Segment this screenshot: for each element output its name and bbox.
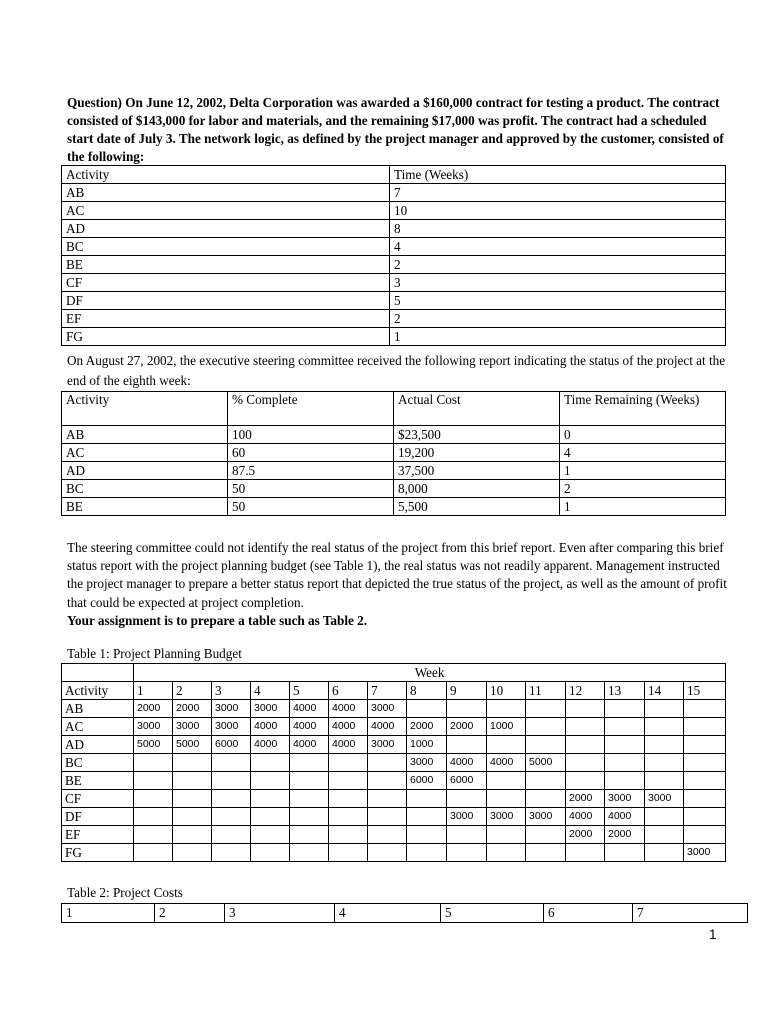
budget-value-cell [134,790,173,808]
budget-value-cell: 5000 [526,754,566,772]
budget-value-cell [645,718,684,736]
table-cell: BE [62,256,390,274]
budget-value-cell: 3000 [447,808,487,826]
table-row [62,480,726,498]
table-cell: 2 [390,256,726,274]
budget-value-cell [290,790,329,808]
table-cell: 37,500 [394,462,560,480]
table-row [62,202,726,220]
week-header-row [62,664,726,682]
budget-value-cell [329,844,368,862]
activity-cell: AC [62,718,134,736]
table-row [62,184,726,202]
week-number-cell: 3 [212,682,251,700]
table-cell: 50 [228,498,394,516]
budget-value-cell [134,754,173,772]
budget-value-cell [368,826,407,844]
table-cell: 8 [390,220,726,238]
budget-value-cell [368,808,407,826]
activity-cell: DF [62,808,134,826]
budget-value-cell [645,826,684,844]
header-cell: 6 [544,904,633,923]
budget-value-cell [251,790,290,808]
table-cell: DF [62,292,390,310]
budget-value-cell [566,718,605,736]
budget-value-cell: 4000 [329,718,368,736]
budget-value-cell [447,736,487,754]
table-cell: 50 [228,480,394,498]
week-number-cell: 5 [290,682,329,700]
budget-value-cell [487,790,526,808]
week-number-cell: 13 [605,682,645,700]
budget-value-cell [368,844,407,862]
budget-value-cell: 3000 [684,844,726,862]
budget-value-cell: 3000 [212,700,251,718]
budget-value-cell [487,772,526,790]
table-cell: AB [62,184,390,202]
budget-value-cell [212,790,251,808]
budget-value-cell [173,772,212,790]
budget-value-cell: 3000 [605,790,645,808]
budget-value-cell [487,844,526,862]
week-number-cell: 1 [134,682,173,700]
project-costs-table [61,903,748,923]
budget-value-cell [526,718,566,736]
table-cell: AD [62,462,228,480]
table-cell: 4 [390,238,726,256]
project-planning-budget-table [61,663,726,862]
table-cell: 1 [390,328,726,346]
table-cell: 2 [560,480,726,498]
budget-value-cell [605,772,645,790]
budget-value-cell [684,754,726,772]
budget-value-cell [329,772,368,790]
budget-value-cell: 4000 [329,700,368,718]
budget-value-cell [684,772,726,790]
budget-value-cell [447,844,487,862]
table-cell: 1 [560,498,726,516]
table-row [62,462,726,480]
table-row [62,736,726,754]
budget-value-cell [407,826,447,844]
budget-value-cell [290,808,329,826]
table-cell: 2 [390,310,726,328]
budget-value-cell [290,772,329,790]
budget-value-cell [526,790,566,808]
budget-value-cell [290,754,329,772]
table-cell: 0 [560,426,726,444]
budget-value-cell [407,790,447,808]
budget-value-cell [645,844,684,862]
budget-value-cell [251,844,290,862]
week-number-cell: 10 [487,682,526,700]
budget-value-cell [684,808,726,826]
table-cell: EF [62,310,390,328]
budget-value-cell [645,754,684,772]
budget-value-cell [212,844,251,862]
table-cell: 87.5 [228,462,394,480]
budget-value-cell [251,754,290,772]
budget-value-cell: 4000 [251,736,290,754]
budget-value-cell: 4000 [329,736,368,754]
budget-value-cell [684,700,726,718]
budget-value-cell [407,808,447,826]
page-number: 1 [709,927,717,942]
budget-value-cell: 3000 [251,700,290,718]
header-cell: 1 [62,904,155,923]
table-cell: 5 [390,292,726,310]
table-cell: 19,200 [394,444,560,462]
table-cell: FG [62,328,390,346]
table-row [62,292,726,310]
budget-value-cell [134,826,173,844]
table-row [62,754,726,772]
budget-value-cell [447,826,487,844]
activity-cell: AD [62,736,134,754]
table-cell: 100 [228,426,394,444]
committee-paragraph [67,539,732,630]
activity-header-cell: Activity [62,682,134,700]
week-number-cell: 2 [173,682,212,700]
budget-value-cell: 3000 [173,718,212,736]
budget-value-cell [487,826,526,844]
budget-value-cell: 4000 [447,754,487,772]
budget-value-cell [447,700,487,718]
budget-value-cell [134,772,173,790]
status-intro-text: On August 27, 2002, the executive steering committee received the following report indicating the status of the project at the end of the eighth week: [67,353,726,388]
table-row [62,718,726,736]
table-cell: CF [62,274,390,292]
budget-value-cell: 3000 [368,700,407,718]
header-cell: 4 [335,904,441,923]
table2-caption: Table 2: Project Costs [67,885,183,900]
week-number-cell: 15 [684,682,726,700]
budget-value-cell: 2000 [605,826,645,844]
budget-value-cell: 5000 [134,736,173,754]
table-row [62,700,726,718]
budget-value-cell [290,826,329,844]
budget-value-cell [368,772,407,790]
table-row [62,256,726,274]
budget-value-cell [173,790,212,808]
budget-value-cell: 3000 [407,754,447,772]
table-header-row [62,392,726,426]
budget-value-cell [526,844,566,862]
header-cell: 3 [225,904,335,923]
budget-value-cell: 2000 [566,826,605,844]
table-cell: 3 [390,274,726,292]
table-row [62,310,726,328]
budget-value-cell: 4000 [487,754,526,772]
activity-cell: CF [62,790,134,808]
budget-value-cell: 4000 [290,700,329,718]
budget-value-cell [368,754,407,772]
budget-value-cell: 2000 [407,718,447,736]
budget-value-cell [134,808,173,826]
budget-value-cell [605,754,645,772]
budget-value-cell [645,808,684,826]
empty-corner-cell [62,664,134,682]
budget-value-cell [605,736,645,754]
activity-cell: BE [62,772,134,790]
budget-value-cell: 2000 [173,700,212,718]
week-number-cell: 9 [447,682,487,700]
activity-cell: AB [62,700,134,718]
table-row [62,498,726,516]
activity-cell: FG [62,844,134,862]
budget-value-cell [605,700,645,718]
budget-value-cell: 3000 [134,718,173,736]
table-cell: BE [62,498,228,516]
header-cell: 2 [155,904,225,923]
budget-value-cell [251,772,290,790]
table-cell: AC [62,444,228,462]
budget-value-cell: 6000 [212,736,251,754]
budget-value-cell [212,754,251,772]
budget-value-cell [368,790,407,808]
budget-value-cell [566,772,605,790]
header-cell: % Complete [228,392,394,426]
activity-cell: BC [62,754,134,772]
table-row [62,274,726,292]
week-number-cell: 12 [566,682,605,700]
budget-value-cell [684,826,726,844]
budget-value-cell: 3000 [487,808,526,826]
week-header-cell: Week [134,664,726,682]
budget-value-cell: 2000 [566,790,605,808]
budget-value-cell [447,790,487,808]
committee-text: The steering committee could not identify the real status of the project from this brief report. Even after comparing this brief status report with the project planning budget (see Table 1), the real status was not readily apparent. Management instructed the project manager to prepare a better status report that depicted the true status of the project, as well as the amount of profit that could be expected at project completion. [67,540,727,610]
table-row [62,444,726,462]
budget-value-cell [487,700,526,718]
budget-value-cell [173,754,212,772]
budget-value-cell [134,844,173,862]
budget-value-cell [684,736,726,754]
table-row [62,808,726,826]
table-cell: 4 [560,444,726,462]
table-cell: $23,500 [394,426,560,444]
budget-value-cell [329,808,368,826]
budget-value-cell [251,826,290,844]
budget-value-cell [329,790,368,808]
budget-value-cell [526,772,566,790]
week-number-row [62,682,726,700]
budget-value-cell [566,736,605,754]
budget-value-cell: 6000 [447,772,487,790]
budget-value-cell [173,826,212,844]
budget-value-cell [407,700,447,718]
budget-value-cell: 4000 [368,718,407,736]
budget-value-cell [526,736,566,754]
budget-value-cell [487,736,526,754]
budget-value-cell [251,808,290,826]
header-cell: Activity [62,392,228,426]
week-number-cell: 11 [526,682,566,700]
budget-value-cell: 4000 [290,736,329,754]
budget-value-cell [212,808,251,826]
header-cell: Time Remaining (Weeks) [560,392,726,426]
budget-value-cell: 4000 [605,808,645,826]
table-cell: 8,000 [394,480,560,498]
budget-value-cell [566,844,605,862]
budget-value-cell [290,844,329,862]
budget-value-cell: 6000 [407,772,447,790]
budget-value-cell [605,844,645,862]
table-row [62,238,726,256]
table-row [62,844,726,862]
week-number-cell: 6 [329,682,368,700]
table-row [62,772,726,790]
question-text: Question) On June 12, 2002, Delta Corporation was awarded a $160,000 contract for testing a product. The contract consisted of $143,000 for labor and materials, and the remaining $17,000 was profit. The contract had a scheduled start date of July 3. The network logic, as defined by the project manager and approved by the customer, consisted of the following: [67,95,724,164]
header-cell: 7 [633,904,748,923]
header-cell: Activity [62,166,390,184]
budget-value-cell: 2000 [134,700,173,718]
header-cell: Actual Cost [394,392,560,426]
budget-value-cell: 2000 [447,718,487,736]
budget-value-cell [212,772,251,790]
week-number-cell: 7 [368,682,407,700]
budget-value-cell: 5000 [173,736,212,754]
table-cell: AB [62,426,228,444]
budget-value-cell [605,718,645,736]
table-header-row [62,166,726,184]
table-cell: 5,500 [394,498,560,516]
budget-value-cell [329,826,368,844]
activity-duration-table [61,165,726,346]
budget-value-cell [173,844,212,862]
table-row [62,328,726,346]
budget-value-cell [407,844,447,862]
budget-value-cell [645,736,684,754]
table-cell: 10 [390,202,726,220]
table-cell: 1 [560,462,726,480]
budget-value-cell [212,826,251,844]
budget-value-cell [173,808,212,826]
budget-value-cell: 3000 [526,808,566,826]
budget-value-cell: 3000 [368,736,407,754]
table-cell: 7 [390,184,726,202]
budget-value-cell [526,700,566,718]
budget-value-cell [645,772,684,790]
week-number-cell: 8 [407,682,447,700]
table-row [62,826,726,844]
budget-value-cell: 3000 [212,718,251,736]
status-report-table [61,391,726,516]
budget-value-cell: 1000 [407,736,447,754]
table-row [62,790,726,808]
table-row [62,220,726,238]
budget-value-cell: 4000 [251,718,290,736]
table-cell: BC [62,238,390,256]
activity-cell: EF [62,826,134,844]
budget-value-cell: 1000 [487,718,526,736]
table-row [62,426,726,444]
budget-value-cell: 3000 [645,790,684,808]
budget-value-cell [566,700,605,718]
budget-value-cell: 4000 [566,808,605,826]
budget-value-cell [684,718,726,736]
table-header-row [62,904,748,923]
budget-value-cell [526,826,566,844]
header-cell: Time (Weeks) [390,166,726,184]
header-cell: 5 [441,904,544,923]
budget-value-cell [684,790,726,808]
week-number-cell: 14 [645,682,684,700]
table-cell: BC [62,480,228,498]
week-number-cell: 4 [251,682,290,700]
assignment-text: Your assignment is to prepare a table such as Table 2. [67,612,368,628]
budget-value-cell: 4000 [290,718,329,736]
table-cell: AD [62,220,390,238]
budget-value-cell [566,754,605,772]
table-cell: 60 [228,444,394,462]
budget-value-cell [329,754,368,772]
table1-caption: Table 1: Project Planning Budget [67,646,242,661]
budget-value-cell [645,700,684,718]
table-cell: AC [62,202,390,220]
